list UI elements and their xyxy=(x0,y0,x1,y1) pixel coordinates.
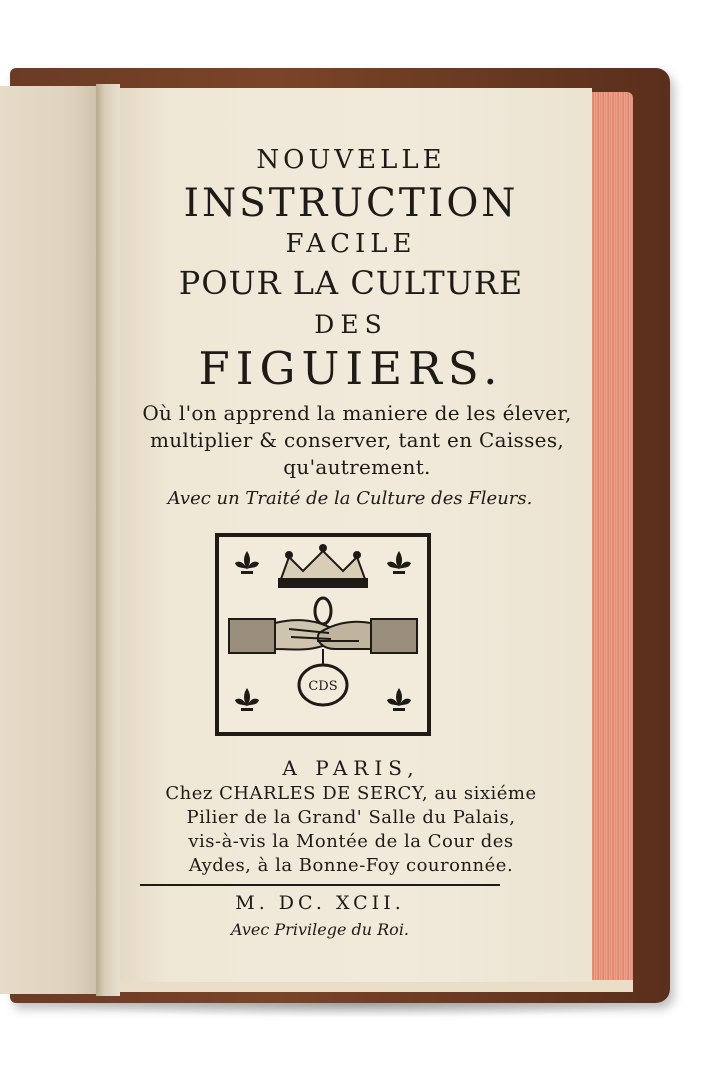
red-page-edges xyxy=(585,92,633,992)
crown-icon xyxy=(279,545,367,587)
imprint-line-4: Aydes, à la Bonne-Foy couronnée. xyxy=(188,855,514,876)
subtitle-description: Où l'on apprend la maniere de les élever, multiplier & conserver, tant en Caisses, qu'autrement. xyxy=(142,401,572,479)
clasped-hands-icon xyxy=(229,619,417,653)
horizontal-rule xyxy=(140,884,500,886)
printers-device-woodcut xyxy=(215,533,431,736)
imprint-city: A PARIS, xyxy=(282,756,420,780)
left-page xyxy=(0,86,104,994)
book-gutter xyxy=(96,84,120,996)
title-line-6: FIGUIERS. xyxy=(198,342,504,395)
title-line-3: FACILE xyxy=(285,229,417,259)
treatise-line: Avec un Traité de la Culture des Fleurs. xyxy=(167,488,533,509)
imprint-line-3: vis-à-vis la Montée de la Cour des xyxy=(188,831,514,852)
cds-seal xyxy=(299,649,347,705)
imprint-line-1: Chez CHARLES DE SERCY, au sixiéme xyxy=(165,783,537,804)
royal-privilege: Avec Privilege du Roi. xyxy=(230,920,410,939)
title-page xyxy=(110,88,592,982)
title-line-4: POUR LA CULTURE xyxy=(178,264,524,302)
ring-icon xyxy=(315,598,331,624)
seal-monogram: CDS xyxy=(308,679,338,694)
title-line-2: INSTRUCTION xyxy=(183,181,519,226)
publication-date: M. DC. XCII. xyxy=(235,892,405,914)
imprint-line-2: Pilier de la Grand' Salle du Palais, xyxy=(186,807,516,828)
title-line-1: NOUVELLE xyxy=(256,145,446,175)
title-line-5: DES xyxy=(314,310,388,339)
clasped-hands-crown-emblem xyxy=(219,537,427,732)
